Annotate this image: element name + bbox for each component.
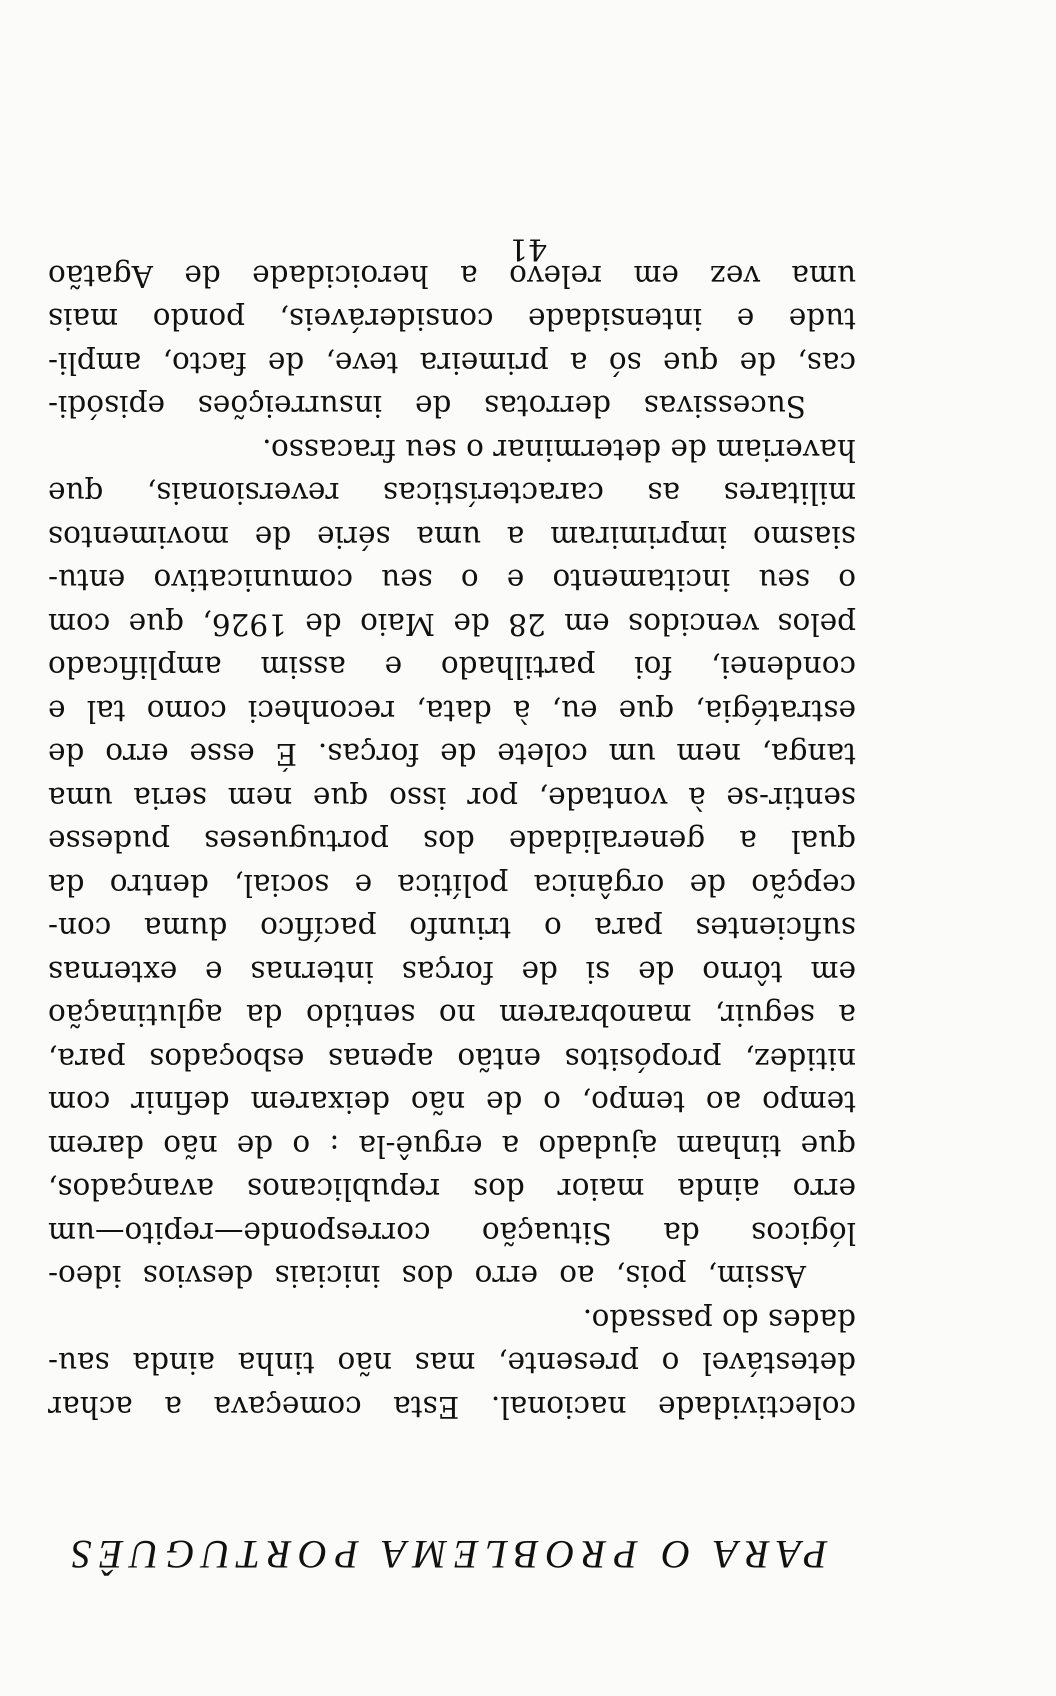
text-line: colectividade nacional. Esta começava a achar [48,1390,856,1424]
text-line: dades do passado. [582,1303,856,1337]
text-line: tempo ao tempo, o de não deixarem definir com [48,1085,856,1120]
text-line: tude e intensidade consideráveis, pondo mais [48,302,856,337]
page-number: 41 [508,231,548,266]
text-line: condenei, foi partilhado e assim amplificado [48,650,856,685]
text-line: em tôrno de si de forças internas e externas [48,955,856,989]
text-line: militares as características reversionais, que [48,476,856,511]
text-line: nitidez, propósitos então apenas esboçados para, [48,1042,856,1076]
text-line: pelos vencidos em 28 de Maio de 1926, que com [48,607,856,641]
running-header: PARA O PROBLEMA PORTUGUÊS [64,1532,828,1577]
text-line: detestável o presente, mas não tinha ainda sau- [48,1346,856,1381]
paragraph-start-line: Sucessivas derrotas de insurreições episódi- [48,389,806,424]
text-line: sentir-se à vontade, por isso que nem seria uma [48,781,856,815]
text-line: haveriam de determinar o seu fracasso. [262,433,856,467]
paragraph-start-line: Assim, pois, ao erro dos iniciais desvios ideo- [48,1259,806,1294]
text-line: lógicos da Situação corresponde—repito—um [48,1216,856,1250]
text-line: siasmo imprimiram a uma série de movimentos [48,520,856,554]
text-line: a seguir, manobrarem no sentido da aglutinação [48,998,856,1033]
body-text [48,254,856,1429]
text-line: qual a generalidade dos portugueses pudesse [48,824,856,859]
text-line: cepção de orgânica política e social, dentro da [48,868,856,902]
text-line: que tinham ajudado a erguê-la : o de não darem [48,1129,856,1163]
text-line: suficientes para o triunfo pacífico duma con- [48,911,856,946]
text-line: o seu incitamento e o seu comunicativo entu- [48,563,856,598]
text-line: estratégia, que eu, à data, reconheci como tal e [48,694,856,728]
text-line: cas, de que só a primeira teve, de facto, ampli- [48,346,856,380]
text-line: uma vez em relevo a heroicidade de Agatão [48,259,856,293]
text-line: erro ainda maior dos republicanos avançados, [48,1172,856,1207]
text-line: tanga, nem um colete de forças. É esse erro de [48,737,856,772]
